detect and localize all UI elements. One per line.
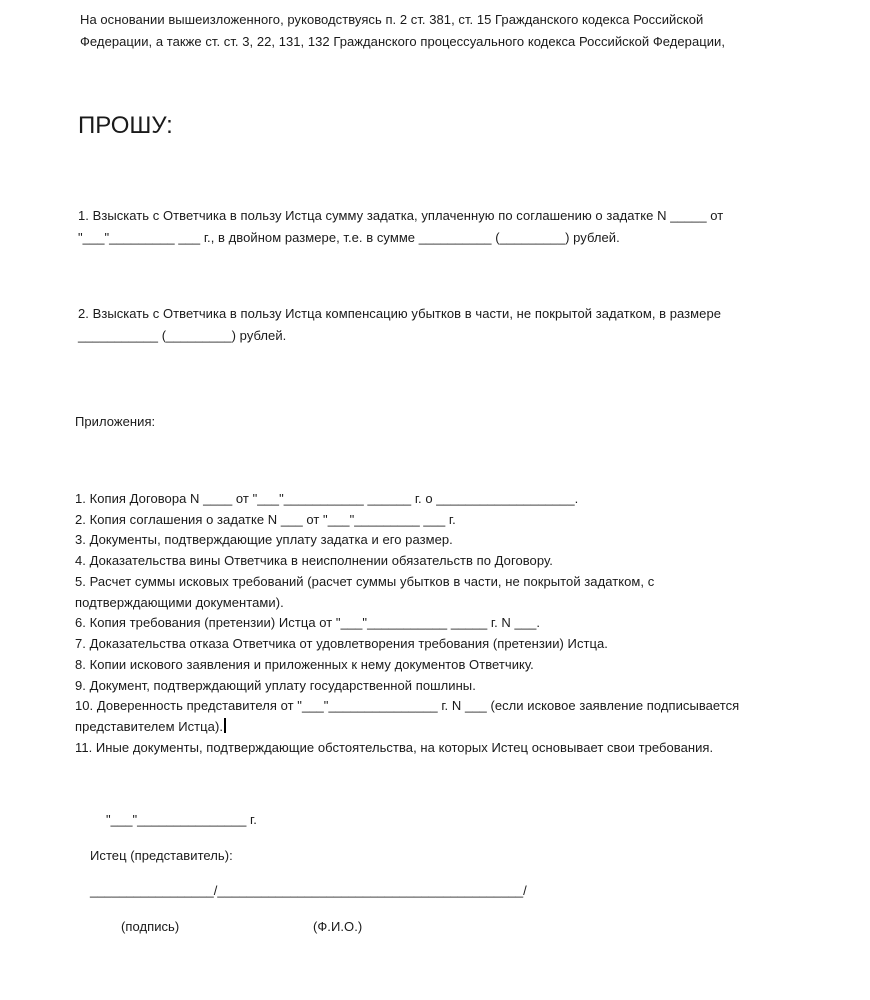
attachment-item: подтверждающими документами). — [75, 595, 284, 610]
attachment-item: 10. Доверенность представителя от "___"_______________ г. N ___ (если исковое заявление подписывается — [75, 698, 740, 713]
attachment-item-text: представителем Истца). — [75, 719, 223, 734]
attachment-item: 4. Доказательства вины Ответчика в неисполнении обязательств по Договору. — [75, 553, 553, 568]
attachment-item: 1. Копия Договора N ____ от "___"___________ ______ г. о ___________________. — [75, 491, 579, 506]
attachment-item: 8. Копии искового заявления и приложенных к нему документов Ответчику. — [75, 657, 534, 672]
signature-line: _________________/__________________________________________/ — [90, 883, 527, 898]
signature-label-sign: (подпись) — [121, 919, 180, 934]
text-cursor — [224, 718, 226, 733]
demand-line: 2. Взыскать с Ответчика в пользу Истца компенсацию убытков в части, не покрытой задатком, в размере — [78, 306, 722, 321]
demand-line: "___"_________ ___ г., в двойном размере, т.е. в сумме __________ (_________) рублей. — [78, 230, 620, 245]
signature-label-name: (Ф.И.О.) — [313, 919, 363, 934]
demand-line: 1. Взыскать с Ответчика в пользу Истца сумму задатка, уплаченную по соглашению о задатке N _____ от — [78, 208, 724, 223]
page-title: ПРОШУ: — [78, 112, 173, 139]
attachment-item: 11. Иные документы, подтверждающие обстоятельства, на которых Истец основывает свои требования. — [75, 740, 714, 755]
intro-line: На основании вышеизложенного, руководствуясь п. 2 ст. 381, ст. 15 Гражданского кодекса Российской — [80, 12, 704, 27]
attachment-item: 6. Копия требования (претензии) Истца от "___"___________ _____ г. N ___. — [75, 615, 541, 630]
attachment-item — [75, 718, 226, 736]
attachment-item: 2. Копия соглашения о задатке N ___ от "___"_________ ___ г. — [75, 512, 456, 527]
attachment-item: 7. Доказательства отказа Ответчика от удовлетворения требования (претензии) Истца. — [75, 636, 608, 651]
signature-role: Истец (представитель): — [90, 848, 233, 863]
attachment-item: 5. Расчет суммы исковых требований (расчет суммы убытков в части, не покрытой задатком, с — [75, 574, 655, 589]
intro-line: Федерации, а также ст. ст. 3, 22, 131, 132 Гражданского процессуального кодекса Российской Федерации, — [80, 34, 726, 49]
attachments-title: Приложения: — [75, 414, 156, 429]
demand-line: ___________ (_________) рублей. — [78, 328, 287, 343]
attachment-item: 9. Документ, подтверждающий уплату государственной пошлины. — [75, 678, 476, 693]
signature-date: "___"_______________ г. — [106, 812, 257, 827]
attachment-item: 3. Документы, подтверждающие уплату задатка и его размер. — [75, 532, 453, 547]
